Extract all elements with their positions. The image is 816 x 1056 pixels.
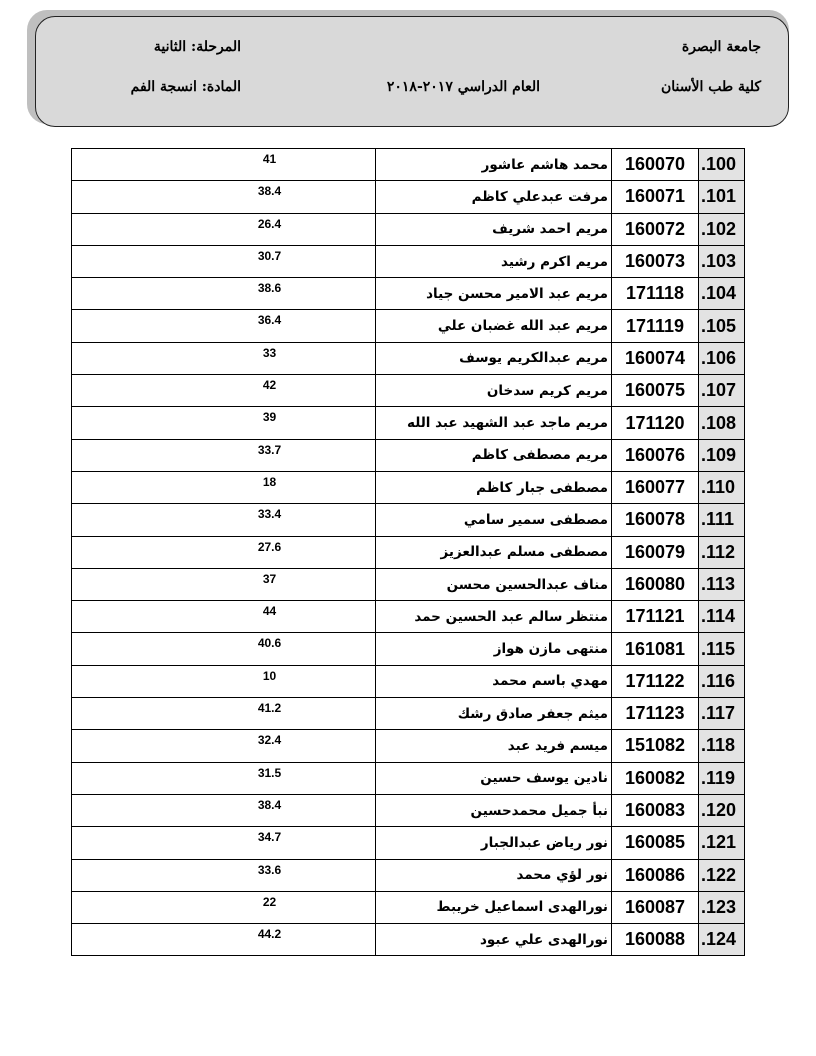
student-name: مصطفى سمير سامي	[463, 511, 608, 528]
student-name-cell	[376, 536, 612, 568]
student-id: 160075	[624, 380, 686, 401]
row-number: 111.	[701, 509, 735, 530]
student-id: 160073	[624, 251, 686, 272]
student-mark: 41	[262, 152, 277, 166]
student-id: 160087	[624, 896, 686, 917]
row-number: 121.	[701, 832, 737, 853]
student-mark: 26.4	[257, 216, 282, 231]
row-number: 100.	[701, 154, 737, 175]
table-row	[72, 471, 745, 503]
student-mark: 44.2	[257, 927, 282, 942]
student-name-cell	[376, 827, 612, 859]
student-name-cell	[376, 568, 612, 600]
row-number-cell	[699, 827, 745, 859]
row-number: 113.	[701, 574, 736, 594]
student-mark-cell	[72, 504, 376, 536]
student-name: مريم عبد الله غضبان علي	[437, 318, 608, 335]
table-row	[72, 827, 745, 859]
student-mark: 18	[262, 474, 277, 489]
table-row	[72, 633, 745, 665]
student-name: ميسم فريد عبد	[507, 737, 608, 754]
student-id: 171120	[625, 412, 685, 433]
student-mark: 33	[262, 345, 277, 360]
student-id: 160072	[624, 218, 686, 239]
student-id-cell	[612, 471, 699, 503]
row-number: 107.	[701, 380, 737, 401]
student-id: 171123	[625, 703, 685, 724]
student-mark: 10	[262, 668, 277, 683]
student-mark-cell	[72, 471, 376, 503]
table-row	[72, 698, 745, 730]
student-mark: 34.7	[257, 830, 282, 845]
college-name: كلية طب الأسنان	[660, 79, 761, 95]
student-id-cell	[612, 568, 699, 600]
student-name: مهدي باسم محمد	[492, 673, 608, 690]
student-name-cell	[376, 601, 612, 633]
row-number-cell	[699, 924, 745, 956]
table-row	[72, 375, 745, 407]
student-mark: 38.6	[257, 281, 282, 296]
table-row	[72, 310, 745, 342]
grades-table-body	[72, 149, 745, 956]
student-name: منتظر سالم عبد الحسين حمد	[414, 608, 608, 625]
student-mark: 41.2	[257, 701, 282, 716]
student-name: نادين يوسف حسين	[480, 770, 608, 787]
student-name-cell	[376, 698, 612, 730]
student-name: محمد هاشم عاشور	[481, 156, 608, 173]
row-number-cell	[699, 407, 745, 439]
student-mark: 38.4	[257, 184, 282, 199]
row-number-cell	[699, 536, 745, 568]
row-number: 105.	[701, 315, 737, 336]
student-mark: 22	[262, 894, 277, 909]
student-name: نور لؤي محمد	[516, 867, 608, 884]
row-number-cell	[699, 375, 745, 407]
student-mark-cell	[72, 730, 376, 762]
student-name: مريم عبد الامير محسن جياد	[426, 285, 608, 302]
student-mark: 44	[262, 604, 277, 619]
student-mark: 27.6	[257, 539, 282, 554]
row-number-cell	[699, 762, 745, 794]
row-number-cell	[699, 310, 745, 342]
student-id: 160070	[624, 154, 686, 175]
student-id: 160077	[624, 477, 686, 498]
student-name: مصطفى جبار كاظم	[476, 479, 608, 496]
table-row	[72, 181, 745, 213]
student-mark-cell	[72, 665, 376, 697]
student-name-cell	[376, 149, 612, 181]
student-name: مريم عبدالكريم يوسف	[459, 350, 608, 367]
row-number: 112.	[701, 541, 736, 562]
row-number: 102.	[701, 218, 737, 239]
student-mark: 38.4	[257, 797, 282, 812]
student-id: 160082	[624, 767, 686, 788]
student-name: مصطفى مسلم عبدالعزيز	[440, 544, 608, 561]
student-id: 160086	[624, 864, 686, 885]
student-id: 151082	[624, 735, 686, 756]
table-row	[72, 245, 745, 277]
row-number-cell	[699, 794, 745, 826]
grades-table	[71, 148, 745, 956]
header-box	[35, 16, 789, 127]
student-id: 171122	[625, 670, 685, 691]
student-name-cell	[376, 471, 612, 503]
student-mark-cell	[72, 633, 376, 665]
row-number: 119.	[701, 767, 736, 788]
student-id: 171121	[625, 606, 685, 627]
row-number: 118.	[701, 735, 736, 756]
student-id-cell	[612, 375, 699, 407]
student-name-cell	[376, 924, 612, 956]
student-id-cell	[612, 407, 699, 439]
student-id-cell	[612, 342, 699, 374]
student-mark-cell	[72, 536, 376, 568]
student-id: 160071	[624, 186, 686, 207]
student-id-cell	[612, 213, 699, 245]
student-id: 160076	[624, 444, 686, 465]
student-name: ميثم جعفر صادق رشك	[457, 705, 608, 722]
table-row	[72, 891, 745, 923]
student-id-cell	[612, 504, 699, 536]
table-row	[72, 342, 745, 374]
student-id-cell	[612, 439, 699, 471]
student-id-cell	[612, 245, 699, 277]
table-row	[72, 504, 745, 536]
row-number-cell	[699, 245, 745, 277]
row-number: 116.	[701, 670, 736, 691]
student-mark-cell	[72, 149, 376, 181]
row-number-cell	[699, 601, 745, 633]
student-mark: 37	[262, 571, 277, 586]
student-mark-cell	[72, 245, 376, 277]
student-mark-cell	[72, 375, 376, 407]
student-id-cell	[612, 859, 699, 891]
academic-year: العام الدراسي ٢٠١٧-٢٠١٨	[386, 79, 540, 95]
row-number-cell	[699, 859, 745, 891]
table-row	[72, 278, 745, 310]
student-id-cell	[612, 794, 699, 826]
row-number-cell	[699, 149, 745, 181]
row-number: 101.	[701, 186, 737, 207]
student-id-cell	[612, 278, 699, 310]
row-number-cell	[699, 278, 745, 310]
row-number: 117.	[701, 703, 736, 724]
student-id-cell	[612, 181, 699, 213]
student-id: 160088	[624, 929, 686, 950]
student-id-cell	[612, 730, 699, 762]
student-id: 160079	[624, 541, 686, 562]
student-name: نورالهدى علي عبود	[480, 931, 608, 948]
student-mark-cell	[72, 601, 376, 633]
row-number-cell	[699, 730, 745, 762]
row-number: 103.	[701, 251, 737, 272]
student-mark: 36.4	[257, 313, 282, 328]
student-name-cell	[376, 213, 612, 245]
table-row	[72, 439, 745, 471]
row-number-cell	[699, 891, 745, 923]
student-id: 160085	[624, 832, 686, 853]
student-name: مريم كريم سدخان	[486, 382, 608, 399]
student-mark: 33.4	[257, 507, 282, 522]
student-mark: 33.6	[257, 862, 282, 877]
table-row	[72, 730, 745, 762]
table-row	[72, 794, 745, 826]
student-id-cell	[612, 665, 699, 697]
student-name: مناف عبدالحسين محسن	[446, 576, 608, 593]
table-row	[72, 601, 745, 633]
student-mark-cell	[72, 859, 376, 891]
row-number-cell	[699, 568, 745, 600]
student-mark: 40.6	[257, 636, 282, 651]
row-number-cell	[699, 665, 745, 697]
student-mark-cell	[72, 278, 376, 310]
table-row	[72, 213, 745, 245]
student-id: 171119	[625, 315, 685, 336]
student-id: 171118	[625, 283, 685, 304]
table-row	[72, 536, 745, 568]
row-number: 123.	[701, 896, 737, 917]
student-name-cell	[376, 245, 612, 277]
student-name-cell	[376, 181, 612, 213]
student-name-cell	[376, 665, 612, 697]
row-number: 109.	[701, 444, 737, 465]
student-name: مريم احمد شريف	[492, 221, 608, 238]
student-id-cell	[612, 924, 699, 956]
student-name-cell	[376, 278, 612, 310]
student-mark-cell	[72, 213, 376, 245]
table-row	[72, 859, 745, 891]
student-mark: 39	[262, 410, 277, 425]
subject-label: المادة: انسجة الفم	[130, 79, 241, 95]
table-row	[72, 665, 745, 697]
student-mark-cell	[72, 827, 376, 859]
table-row	[72, 924, 745, 956]
student-mark-cell	[72, 181, 376, 213]
student-name-cell	[376, 859, 612, 891]
student-id-cell	[612, 310, 699, 342]
student-id: 160083	[624, 800, 686, 821]
student-mark: 42	[262, 378, 277, 393]
student-name-cell	[376, 407, 612, 439]
student-id: 160078	[624, 509, 686, 530]
student-name: مريم مصطفى كاظم	[471, 447, 608, 464]
student-id: 160074	[624, 347, 686, 368]
student-mark-cell	[72, 924, 376, 956]
student-id-cell	[612, 762, 699, 794]
row-number: 120.	[701, 800, 737, 821]
student-mark: 33.7	[257, 442, 282, 457]
student-name: نور رياض عبدالجبار	[480, 834, 608, 851]
student-mark-cell	[72, 698, 376, 730]
student-mark-cell	[72, 568, 376, 600]
row-number-cell	[699, 342, 745, 374]
row-number: 110.	[701, 477, 736, 498]
student-id: 160080	[624, 574, 686, 594]
row-number: 122.	[701, 864, 737, 885]
row-number: 115.	[701, 638, 736, 659]
student-id-cell	[612, 698, 699, 730]
student-id-cell	[612, 601, 699, 633]
stage-label: المرحلة: الثانية	[153, 39, 241, 55]
student-mark-cell	[72, 439, 376, 471]
student-name-cell	[376, 762, 612, 794]
student-mark: 30.7	[257, 248, 282, 263]
student-name-cell	[376, 342, 612, 374]
row-number: 108.	[701, 412, 737, 433]
student-mark-cell	[72, 794, 376, 826]
row-number-cell	[699, 213, 745, 245]
student-name-cell	[376, 891, 612, 923]
student-name: مريم اكرم رشيد	[501, 253, 608, 270]
table-row	[72, 762, 745, 794]
row-number-cell	[699, 633, 745, 665]
row-number-cell	[699, 471, 745, 503]
row-number: 114.	[701, 606, 736, 627]
student-name-cell	[376, 439, 612, 471]
table-row	[72, 568, 745, 600]
row-number-cell	[699, 439, 745, 471]
row-number-cell	[699, 181, 745, 213]
student-name: مريم ماجد عبد الشهيد عبد الله	[407, 415, 608, 432]
student-id-cell	[612, 827, 699, 859]
student-mark: 32.4	[257, 733, 282, 748]
student-id: 161081	[624, 638, 686, 659]
student-id-cell	[612, 891, 699, 923]
student-id-cell	[612, 633, 699, 665]
student-id-cell	[612, 536, 699, 568]
student-name: نورالهدى اسماعيل خريبط	[436, 899, 608, 916]
student-name: مرفت عبدعلي كاظم	[471, 188, 608, 205]
student-name-cell	[376, 633, 612, 665]
student-id-cell	[612, 149, 699, 181]
student-mark-cell	[72, 762, 376, 794]
student-name: نبأ جميل محمدحسين	[470, 802, 608, 819]
student-mark-cell	[72, 310, 376, 342]
student-mark-cell	[72, 407, 376, 439]
student-name-cell	[376, 504, 612, 536]
row-number-cell	[699, 698, 745, 730]
row-number: 104.	[701, 283, 737, 304]
table-row	[72, 149, 745, 181]
student-name-cell	[376, 794, 612, 826]
student-name-cell	[376, 375, 612, 407]
university-name: جامعة البصرة	[681, 39, 761, 55]
row-number: 106.	[701, 347, 737, 368]
student-name: منتهى مازن هواز	[493, 641, 608, 658]
student-mark-cell	[72, 342, 376, 374]
student-mark-cell	[72, 891, 376, 923]
table-row	[72, 407, 745, 439]
student-name-cell	[376, 310, 612, 342]
row-number-cell	[699, 504, 745, 536]
student-name-cell	[376, 730, 612, 762]
student-mark: 31.5	[257, 765, 282, 780]
row-number: 124.	[701, 929, 737, 950]
